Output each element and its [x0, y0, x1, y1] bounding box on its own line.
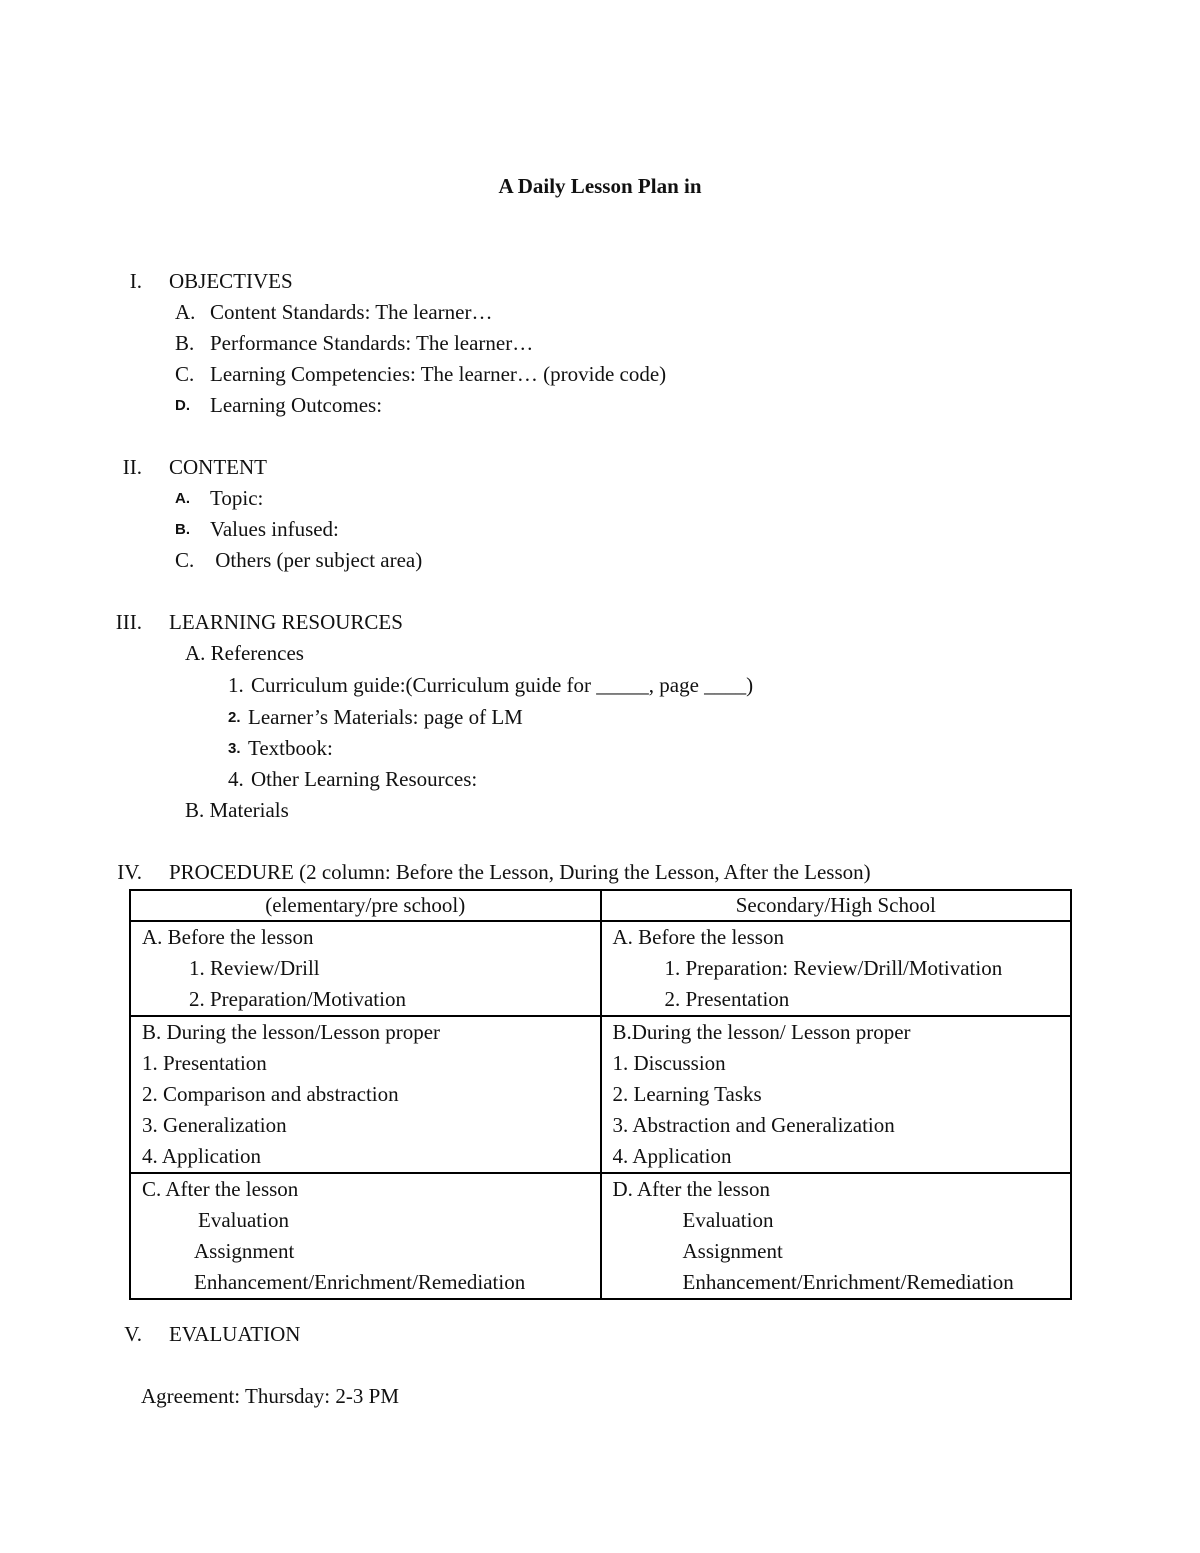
cell-line: 4. Application [612, 1144, 732, 1168]
cell-heading: B.During the lesson/ Lesson proper [612, 1020, 911, 1044]
list-number: 2. [228, 709, 241, 726]
procedure-table [129, 889, 1072, 1300]
page-title: A Daily Lesson Plan in [498, 174, 702, 198]
cell-line: Evaluation [198, 1208, 289, 1232]
cell-line: 4. Application [142, 1144, 261, 1168]
table-cell [130, 1016, 601, 1173]
section-heading-objectives: OBJECTIVES [169, 269, 293, 293]
cell-heading: B. During the lesson/Lesson proper [142, 1020, 441, 1044]
section-numeral: II. [122, 455, 142, 479]
cell-line: 1. Presentation [142, 1051, 267, 1075]
section-heading-procedure: PROCEDURE (2 column: Before the Lesson, During the Lesson, After the Lesson) [169, 860, 871, 884]
section-numeral: I. [129, 269, 142, 293]
section-numeral: IV. [117, 860, 142, 884]
agreement-note: Agreement: Thursday: 2-3 PM [141, 1384, 399, 1408]
cell-line: 2. Presentation [664, 987, 790, 1011]
section-numeral: III. [115, 610, 142, 634]
table-cell [130, 1173, 601, 1299]
list-item: Learner’s Materials: page of LM [248, 705, 523, 729]
cell-heading: C. After the lesson [142, 1177, 299, 1201]
table-row [130, 1016, 1071, 1173]
list-item: Values infused: [210, 517, 339, 541]
list-item: Topic: [210, 486, 264, 510]
cell-heading: A. Before the lesson [142, 925, 314, 949]
section-numeral: V. [124, 1322, 142, 1346]
cell-line: Enhancement/Enrichment/Remediation [682, 1270, 1014, 1294]
cell-line: Evaluation [682, 1208, 774, 1232]
list-number: 3. [228, 740, 241, 757]
cell-line: Assignment [194, 1239, 295, 1263]
section-heading-resources: LEARNING RESOURCES [169, 610, 403, 634]
list-number: 4. [228, 767, 244, 791]
references-heading: A. References [185, 641, 304, 665]
column-header-secondary: Secondary/High School [601, 890, 1072, 921]
cell-line: Enhancement/Enrichment/Remediation [194, 1270, 526, 1294]
list-letter: A. [175, 490, 190, 507]
list-item: Other Learning Resources: [251, 767, 478, 791]
cell-line: 3. Abstraction and Generalization [612, 1113, 895, 1137]
list-letter: C. [175, 362, 195, 386]
column-header-elementary: (elementary/pre school) [130, 890, 601, 921]
table-row [130, 921, 1071, 1016]
cell-heading: D. After the lesson [612, 1177, 770, 1201]
list-letter: B. [175, 331, 195, 355]
table-cell [130, 921, 601, 1016]
list-letter: B. [175, 521, 190, 538]
cell-line: 2. Comparison and abstraction [142, 1082, 399, 1106]
cell-line: Assignment [682, 1239, 783, 1263]
list-item: Textbook: [248, 736, 333, 760]
materials-heading: B. Materials [185, 798, 289, 822]
list-letter: C. [175, 548, 195, 572]
section-heading-evaluation: EVALUATION [169, 1322, 301, 1346]
list-item: Performance Standards: The learner… [210, 331, 534, 355]
list-item: Learning Competencies: The learner… (provide code) [210, 362, 667, 386]
section-heading-content: CONTENT [169, 455, 267, 479]
list-item: Learning Outcomes: [210, 393, 383, 417]
cell-line: 2. Learning Tasks [612, 1082, 762, 1106]
cell-line: 1. Preparation: Review/Drill/Motivation [664, 956, 1003, 980]
list-item: Curriculum guide:(Curriculum guide for _____, page ____) [251, 673, 754, 697]
list-number: 1. [228, 673, 244, 697]
table-cell [601, 1173, 1072, 1299]
list-letter: A. [175, 300, 196, 324]
table-cell [601, 1016, 1072, 1173]
cell-line: 1. Review/Drill [189, 956, 320, 980]
table-cell [601, 921, 1072, 1016]
list-letter: D. [175, 397, 190, 414]
cell-heading: A. Before the lesson [612, 925, 784, 949]
table-header-row [130, 890, 1071, 921]
list-item: Content Standards: The learner… [210, 300, 493, 324]
cell-line: 3. Generalization [142, 1113, 287, 1137]
cell-line: 2. Preparation/Motivation [189, 987, 406, 1011]
cell-line: 1. Discussion [612, 1051, 726, 1075]
table-row [130, 1173, 1071, 1299]
list-item: Others (per subject area) [210, 548, 423, 572]
